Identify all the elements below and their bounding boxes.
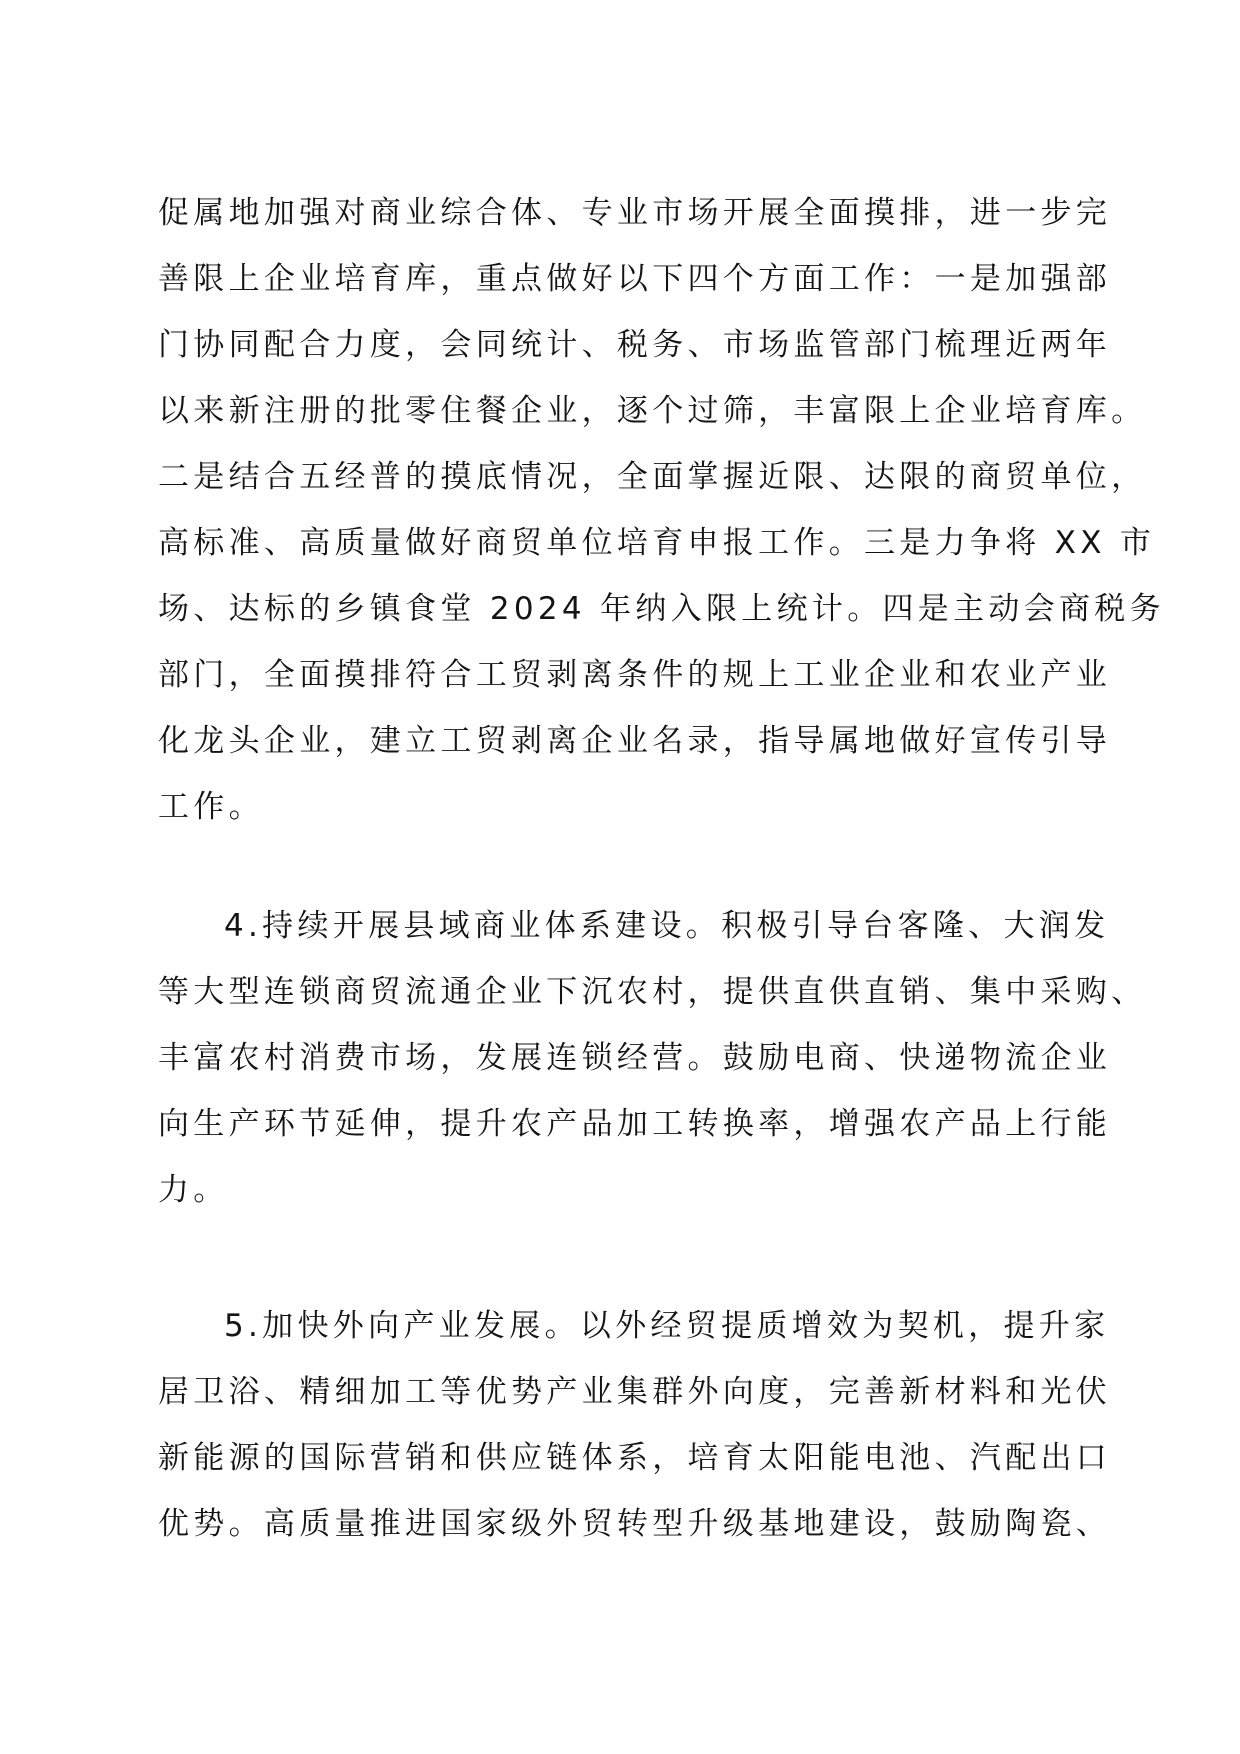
text-line: 新能源的国际营销和供应链体系，培育太阳能电池、汽配出口: [158, 1440, 1112, 1476]
text-line: 工作。: [158, 789, 264, 825]
text-line: 高标准、高质量做好商贸单位培育申报工作。三是力争将 XX 市: [158, 525, 1156, 561]
text-line: 力。: [158, 1172, 229, 1208]
text-line: 化龙头企业，建立工贸剥离企业名录，指导属地做好宣传引导: [158, 723, 1112, 759]
section-heading-line: 4.持续开展县域商业体系建设。积极引导台客隆、大润发: [224, 908, 1110, 944]
text-line: 优势。高质量推进国家级外贸转型升级基地建设，鼓励陶瓷、: [158, 1506, 1112, 1542]
text-line: 善限上企业培育库，重点做好以下四个方面工作：一是加强部: [158, 261, 1112, 297]
paragraph-county-commerce: [158, 893, 1147, 1223]
paragraph-export-industry: [158, 1293, 1112, 1557]
text-line: 门协同配合力度，会同统计、税务、市场监管部门梳理近两年: [158, 327, 1112, 363]
text-line: 居卫浴、精细加工等优势产业集群外向度，完善新材料和光伏: [158, 1374, 1112, 1410]
text-line: 促属地加强对商业综合体、专业市场开展全面摸排，进一步完: [158, 195, 1112, 231]
text-line: 部门，全面摸排符合工贸剥离条件的规上工业企业和农业产业: [158, 657, 1112, 693]
text-line: 以来新注册的批零住餐企业，逐个过筛，丰富限上企业培育库。: [158, 393, 1147, 429]
text-line: 二是结合五经普的摸底情况，全面掌握近限、达限的商贸单位，: [158, 459, 1147, 495]
text-line: 场、达标的乡镇食堂 2024 年纳入限上统计。四是主动会商税务: [158, 591, 1165, 627]
section-heading-line: 5.加快外向产业发展。以外经贸提质增效为契机，提升家: [224, 1308, 1110, 1344]
text-line: 丰富农村消费市场，发展连锁经营。鼓励电商、快递物流企业: [158, 1040, 1112, 1076]
text-line: 向生产环节延伸，提升农产品加工转换率，增强农产品上行能: [158, 1106, 1112, 1142]
text-line: 等大型连锁商贸流通企业下沉农村，提供直供直销、集中采购、: [158, 974, 1147, 1010]
paragraph-enterprise-cultivation: [158, 180, 1165, 840]
